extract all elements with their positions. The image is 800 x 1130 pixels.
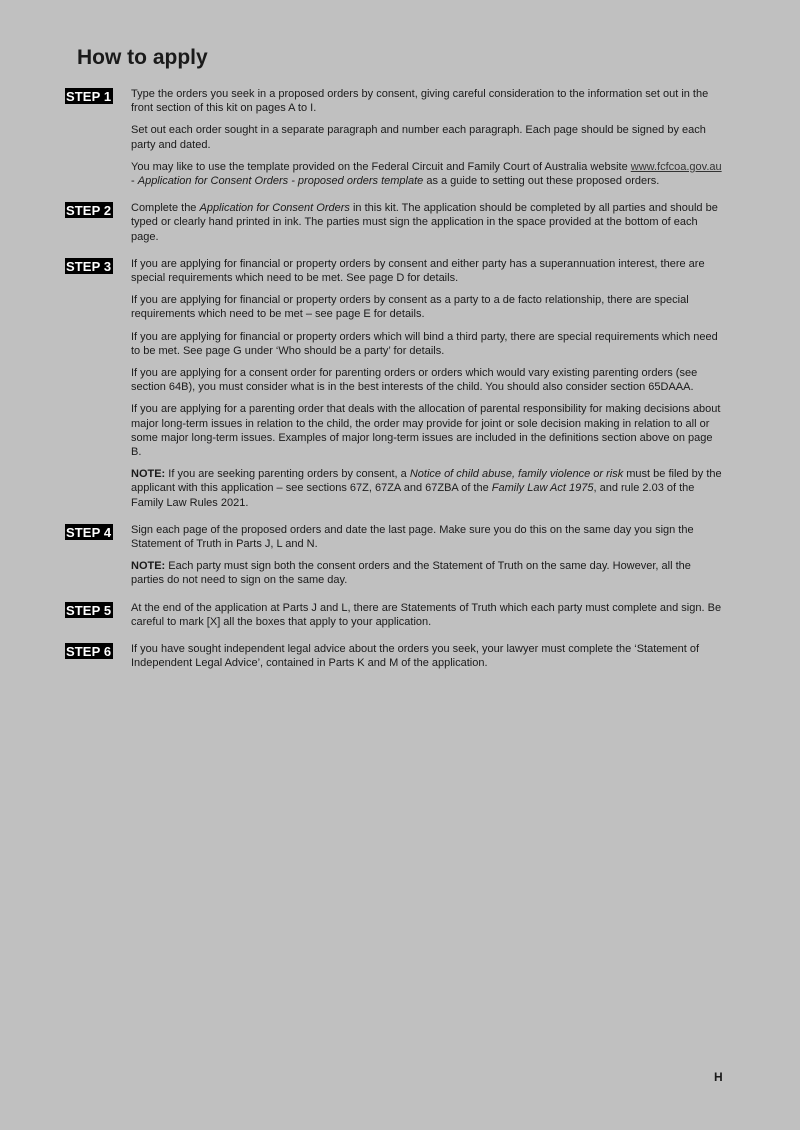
- step-badge: STEP 5: [66, 602, 112, 618]
- paragraph: At the end of the application at Parts J and L, there are Statements of Truth which each party must complete and sign. Be careful to mark [X] all the boxes that apply to your application.: [131, 601, 722, 628]
- step-body: [131, 642, 725, 670]
- step-6: [65, 642, 725, 670]
- step-badge: STEP 4: [66, 524, 112, 540]
- form-title: Application for Consent Orders: [199, 202, 350, 215]
- step-body: [131, 201, 725, 244]
- paragraph: If you are applying for financial or property orders by consent as a party to a de facto relationship, there are special requirements which need to be met – see page E for details.: [131, 294, 689, 321]
- paragraph: [131, 160, 725, 188]
- paragraph: If you are applying for a parenting order that deals with the allocation of parental responsibility for making decisions about major long-term issues in relation to the child, the order may provide for joint or sole decision making in relation to all or some major long-term issues. Examples of major long-term issues are included in the definitions section above on page B.: [131, 403, 721, 459]
- text: must be filed by the applicant with this application – see sections 67Z, 67ZA and 67ZBA of the: [131, 468, 722, 495]
- note-label: NOTE:: [131, 560, 166, 573]
- text: -: [131, 175, 138, 188]
- paragraph: If you are applying for financial or property orders by consent and either party has a superannuation interest, there are special requirements which need to be met. See page D for details.: [131, 257, 705, 285]
- paragraph: If you are applying for financial or property orders which will bind a third party, there are special requirements which need to be met. See page G under ‘Who should be a party’ for details.: [131, 330, 718, 357]
- notice-title: Notice of child abuse, family violence or risk: [409, 468, 624, 481]
- paragraph: Set out each order sought in a separate paragraph and number each paragraph. Each page should be signed by each party and dated.: [131, 124, 706, 151]
- step-body: [131, 523, 725, 588]
- step-2: [65, 201, 725, 244]
- step-5: [65, 601, 725, 629]
- text: Each party must sign both the consent orders and the Statement of Truth on the same day. However, all the parties do not need to sign on the same day.: [131, 560, 691, 587]
- paragraph: Type the orders you seek in a proposed orders by consent, giving careful consideration to the information set out in the front section of this kit on pages A to I.: [131, 88, 709, 115]
- step-badge: STEP 1: [66, 89, 112, 104]
- text: If you are seeking parenting orders by consent, a: [165, 468, 410, 481]
- fcfcoa-website-link[interactable]: www.fcfcoa.gov.au: [630, 160, 722, 173]
- step-body: [131, 601, 725, 629]
- step-badge: STEP 6: [66, 644, 112, 660]
- step-badge: STEP 3: [66, 258, 112, 274]
- note-label: NOTE:: [131, 468, 166, 481]
- template-title: Application for Consent Orders - proposed orders template: [137, 175, 424, 188]
- steps-list: [65, 87, 725, 684]
- step-body: [131, 87, 725, 188]
- note-paragraph: [131, 467, 725, 510]
- paragraph: If you have sought independent legal advice about the orders you seek, your lawyer must complete the ‘Statement of Independent Legal Advice’, contained in Parts K and M of the application.: [131, 643, 700, 670]
- paragraph: If you are applying for a consent order for parenting orders or orders which would vary existing parenting orders (see section 64B), you must consider what is in the best interests of the child. You should also consider section 65DAAA.: [131, 367, 698, 394]
- step-badge: STEP 2: [66, 203, 112, 219]
- step-3: [65, 257, 725, 510]
- step-1: [65, 87, 725, 188]
- step-4: [65, 523, 725, 588]
- page-number: H: [714, 1070, 723, 1084]
- paragraph: Sign each page of the proposed orders and date the last page. Make sure you do this on the same day you sign the Statement of Truth in Parts J, L and N.: [131, 523, 694, 551]
- text: as a guide to setting out these proposed orders.: [423, 175, 660, 188]
- text: Complete the: [131, 202, 200, 215]
- note-paragraph: [131, 559, 725, 587]
- page-title: How to apply: [77, 46, 208, 69]
- text: You may like to use the template provided on the Federal Circuit and Family Court of Australia website: [131, 160, 631, 173]
- step-body: [131, 257, 725, 510]
- text: , and rule 2.03 of the Family Law Rules 2021.: [131, 482, 695, 509]
- paragraph: [131, 201, 725, 244]
- text: in this kit. The application should be completed by all parties and should be typed or clearly hand printed in ink. The parties must sign the application in the space provided at the bottom of each page.: [131, 202, 718, 243]
- act-title: Family Law Act 1975: [491, 482, 594, 495]
